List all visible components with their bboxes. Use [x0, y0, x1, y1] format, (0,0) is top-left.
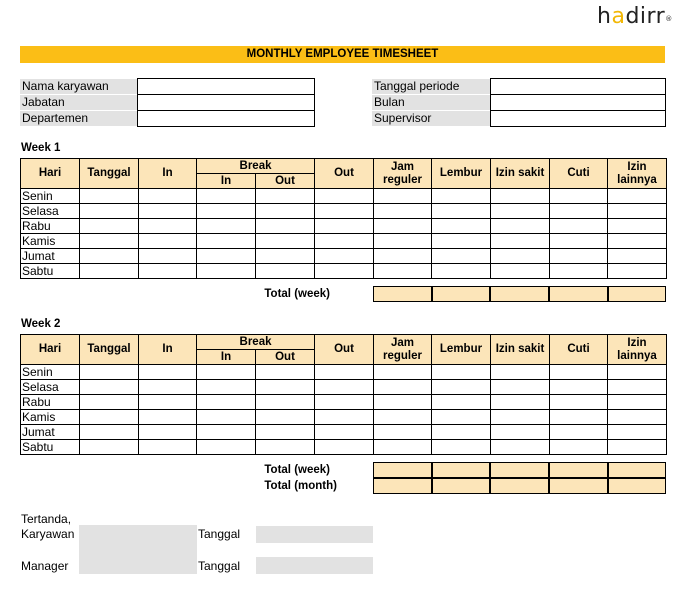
- cell[interactable]: [432, 264, 491, 279]
- cell[interactable]: [608, 365, 667, 380]
- table-row: [21, 365, 667, 380]
- total-cell[interactable]: [608, 286, 666, 302]
- label-bulan: Bulan: [372, 95, 490, 110]
- cell[interactable]: [80, 204, 139, 219]
- cell[interactable]: [432, 380, 491, 395]
- week-1-total-label: Total (week): [264, 288, 330, 300]
- col-izin-sakit: Izin sakit: [491, 335, 550, 365]
- cell[interactable]: [550, 410, 608, 425]
- cell[interactable]: [550, 365, 608, 380]
- cell[interactable]: [432, 410, 491, 425]
- day-label: Rabu: [21, 395, 80, 410]
- col-out: Out: [315, 159, 374, 189]
- col-cuti: Cuti: [550, 159, 608, 189]
- col-break-in: In: [197, 174, 256, 189]
- week-2-total-row: [373, 462, 666, 478]
- cell[interactable]: [197, 440, 256, 455]
- table-row: [21, 204, 667, 219]
- cell[interactable]: [197, 234, 256, 249]
- cell[interactable]: [608, 219, 667, 234]
- cell[interactable]: [197, 249, 256, 264]
- label-supervisor: Supervisor: [372, 111, 490, 126]
- cell[interactable]: [608, 395, 667, 410]
- cell[interactable]: [256, 440, 315, 455]
- cell[interactable]: [315, 219, 374, 234]
- total-cell[interactable]: [432, 286, 490, 302]
- signature-employee-date-field[interactable]: [256, 526, 373, 543]
- col-lembur: Lembur: [432, 159, 491, 189]
- cell[interactable]: [315, 395, 374, 410]
- label-departemen: Departemen: [20, 111, 137, 126]
- day-label: Senin: [21, 189, 80, 204]
- cell[interactable]: [550, 234, 608, 249]
- cell[interactable]: [491, 234, 550, 249]
- cell[interactable]: [197, 395, 256, 410]
- cell[interactable]: [197, 410, 256, 425]
- col-cuti: Cuti: [550, 335, 608, 365]
- cell[interactable]: [256, 249, 315, 264]
- field-tanggal-periode[interactable]: [490, 78, 666, 95]
- total-cell[interactable]: [490, 478, 549, 494]
- cell[interactable]: [197, 425, 256, 440]
- cell[interactable]: [256, 234, 315, 249]
- day-label: Sabtu: [21, 264, 80, 279]
- col-in: In: [139, 159, 197, 189]
- page-title: MONTHLY EMPLOYEE TIMESHEET: [20, 46, 665, 63]
- cell[interactable]: [256, 380, 315, 395]
- day-label: Senin: [21, 365, 80, 380]
- signature-employee-field[interactable]: [79, 525, 197, 574]
- field-supervisor[interactable]: [490, 110, 666, 127]
- cell[interactable]: [256, 219, 315, 234]
- cell[interactable]: [315, 440, 374, 455]
- total-cell[interactable]: [432, 478, 490, 494]
- col-out: Out: [315, 335, 374, 365]
- cell[interactable]: [256, 365, 315, 380]
- table-row: [21, 249, 667, 264]
- col-tanggal: Tanggal: [80, 335, 139, 365]
- cell[interactable]: [550, 395, 608, 410]
- hadirr-logo: hadirr®: [597, 4, 673, 29]
- cell[interactable]: [80, 380, 139, 395]
- col-tanggal: Tanggal: [80, 159, 139, 189]
- cell[interactable]: [197, 264, 256, 279]
- col-break-out: Out: [256, 174, 315, 189]
- cell[interactable]: [432, 219, 491, 234]
- cell[interactable]: [197, 204, 256, 219]
- total-cell[interactable]: [608, 478, 666, 494]
- signature-manager-date-field[interactable]: [256, 557, 373, 574]
- cell[interactable]: [139, 380, 197, 395]
- label-nama-karyawan: Nama karyawan: [20, 79, 137, 94]
- total-cell[interactable]: [608, 462, 666, 478]
- total-cell[interactable]: [373, 462, 432, 478]
- field-bulan[interactable]: [490, 94, 666, 111]
- cell[interactable]: [374, 204, 432, 219]
- cell[interactable]: [139, 189, 197, 204]
- table-row: [21, 264, 667, 279]
- col-jam-reguler: Jam reguler: [374, 335, 432, 365]
- cell[interactable]: [491, 264, 550, 279]
- field-jabatan[interactable]: [137, 94, 315, 111]
- col-jam-reguler: Jam reguler: [374, 159, 432, 189]
- cell[interactable]: [80, 395, 139, 410]
- cell[interactable]: [315, 204, 374, 219]
- cell[interactable]: [139, 440, 197, 455]
- day-label: Sabtu: [21, 440, 80, 455]
- cell[interactable]: [550, 425, 608, 440]
- cell[interactable]: [491, 380, 550, 395]
- cell[interactable]: [80, 264, 139, 279]
- cell[interactable]: [491, 189, 550, 204]
- cell[interactable]: [139, 395, 197, 410]
- cell[interactable]: [197, 365, 256, 380]
- cell[interactable]: [80, 440, 139, 455]
- cell[interactable]: [550, 440, 608, 455]
- cell[interactable]: [491, 219, 550, 234]
- cell[interactable]: [374, 425, 432, 440]
- cell[interactable]: [432, 234, 491, 249]
- day-label: Jumat: [21, 249, 80, 264]
- cell[interactable]: [432, 189, 491, 204]
- cell[interactable]: [256, 189, 315, 204]
- cell[interactable]: [550, 380, 608, 395]
- col-break-out: Out: [256, 350, 315, 365]
- cell[interactable]: [256, 425, 315, 440]
- cell[interactable]: [256, 264, 315, 279]
- week-1-table: [20, 158, 667, 279]
- cell[interactable]: [432, 204, 491, 219]
- cell[interactable]: [491, 365, 550, 380]
- total-cell[interactable]: [432, 462, 490, 478]
- cell[interactable]: [374, 410, 432, 425]
- week-2-heading: Week 2: [21, 318, 61, 330]
- field-nama-karyawan[interactable]: [137, 78, 315, 95]
- total-cell[interactable]: [490, 286, 549, 302]
- cell[interactable]: [315, 425, 374, 440]
- cell[interactable]: [374, 395, 432, 410]
- week-1-total-row: [373, 286, 666, 302]
- cell[interactable]: [432, 425, 491, 440]
- col-break: Break: [197, 159, 315, 174]
- field-departemen[interactable]: [137, 110, 315, 127]
- cell[interactable]: [374, 264, 432, 279]
- total-cell[interactable]: [549, 478, 608, 494]
- col-lembur: Lembur: [432, 335, 491, 365]
- cell[interactable]: [432, 249, 491, 264]
- cell[interactable]: [550, 189, 608, 204]
- table-row: [21, 425, 667, 440]
- cell[interactable]: [550, 249, 608, 264]
- cell[interactable]: [315, 189, 374, 204]
- col-hari: Hari: [21, 335, 80, 365]
- cell[interactable]: [315, 264, 374, 279]
- cell[interactable]: [80, 189, 139, 204]
- cell[interactable]: [139, 204, 197, 219]
- table-row: [21, 380, 667, 395]
- week-2-total-label: Total (week): [264, 464, 330, 476]
- cell[interactable]: [315, 234, 374, 249]
- table-row: [21, 234, 667, 249]
- day-label: Rabu: [21, 219, 80, 234]
- week-1-heading: Week 1: [21, 142, 61, 154]
- day-label: Selasa: [21, 204, 80, 219]
- cell[interactable]: [374, 234, 432, 249]
- signature-manager-label: Manager: [21, 559, 69, 573]
- cell[interactable]: [256, 395, 315, 410]
- cell[interactable]: [550, 219, 608, 234]
- cell[interactable]: [374, 219, 432, 234]
- cell[interactable]: [608, 249, 667, 264]
- total-cell[interactable]: [373, 478, 432, 494]
- cell[interactable]: [608, 380, 667, 395]
- cell[interactable]: [491, 395, 550, 410]
- col-izin-lainnya: Izin lainnya: [608, 335, 667, 365]
- cell[interactable]: [197, 189, 256, 204]
- cell[interactable]: [256, 410, 315, 425]
- table-row: [21, 410, 667, 425]
- cell[interactable]: [197, 219, 256, 234]
- cell[interactable]: [432, 440, 491, 455]
- total-cell[interactable]: [490, 462, 549, 478]
- cell[interactable]: [374, 365, 432, 380]
- day-label: Kamis: [21, 234, 80, 249]
- cell[interactable]: [608, 410, 667, 425]
- cell[interactable]: [374, 440, 432, 455]
- cell[interactable]: [432, 395, 491, 410]
- cell[interactable]: [80, 425, 139, 440]
- cell[interactable]: [491, 249, 550, 264]
- table-row: [21, 395, 667, 410]
- cell[interactable]: [80, 410, 139, 425]
- cell[interactable]: [491, 410, 550, 425]
- cell[interactable]: [139, 410, 197, 425]
- cell[interactable]: [139, 425, 197, 440]
- cell[interactable]: [491, 425, 550, 440]
- total-cell[interactable]: [549, 462, 608, 478]
- cell[interactable]: [139, 234, 197, 249]
- cell[interactable]: [315, 365, 374, 380]
- col-izin-lainnya: Izin lainnya: [608, 159, 667, 189]
- cell[interactable]: [491, 440, 550, 455]
- week-2-table: [20, 334, 667, 455]
- cell[interactable]: [139, 264, 197, 279]
- cell[interactable]: [550, 204, 608, 219]
- cell[interactable]: [608, 264, 667, 279]
- cell[interactable]: [374, 249, 432, 264]
- cell[interactable]: [608, 234, 667, 249]
- col-izin-sakit: Izin sakit: [491, 159, 550, 189]
- signature-manager-date-label: Tanggal: [198, 559, 241, 573]
- total-cell[interactable]: [549, 286, 608, 302]
- cell[interactable]: [374, 380, 432, 395]
- cell[interactable]: [608, 425, 667, 440]
- col-in: In: [139, 335, 197, 365]
- day-label: Selasa: [21, 380, 80, 395]
- total-cell[interactable]: [373, 286, 432, 302]
- signature-employee-label: Karyawan: [21, 527, 75, 541]
- label-tanggal-periode: Tanggal periode: [372, 79, 490, 94]
- cell[interactable]: [432, 365, 491, 380]
- col-hari: Hari: [21, 159, 80, 189]
- cell[interactable]: [608, 189, 667, 204]
- cell[interactable]: [256, 204, 315, 219]
- month-total-row: [373, 478, 666, 494]
- month-total-label: Total (month): [264, 480, 337, 492]
- cell[interactable]: [491, 204, 550, 219]
- signature-intro: Tertanda,: [21, 512, 72, 526]
- cell[interactable]: [315, 249, 374, 264]
- cell[interactable]: [80, 249, 139, 264]
- day-label: Kamis: [21, 410, 80, 425]
- cell[interactable]: [80, 234, 139, 249]
- day-label: Jumat: [21, 425, 80, 440]
- col-break: Break: [197, 335, 315, 350]
- table-row: [21, 440, 667, 455]
- cell[interactable]: [315, 410, 374, 425]
- cell[interactable]: [374, 189, 432, 204]
- col-break-in: In: [197, 350, 256, 365]
- cell[interactable]: [550, 264, 608, 279]
- cell[interactable]: [80, 365, 139, 380]
- cell[interactable]: [608, 204, 667, 219]
- cell[interactable]: [139, 219, 197, 234]
- cell[interactable]: [608, 440, 667, 455]
- table-row: [21, 189, 667, 204]
- cell[interactable]: [139, 249, 197, 264]
- cell[interactable]: [80, 219, 139, 234]
- cell[interactable]: [197, 380, 256, 395]
- table-row: [21, 219, 667, 234]
- label-jabatan: Jabatan: [20, 95, 137, 110]
- cell[interactable]: [315, 380, 374, 395]
- cell[interactable]: [139, 365, 197, 380]
- signature-employee-date-label: Tanggal: [198, 527, 241, 541]
